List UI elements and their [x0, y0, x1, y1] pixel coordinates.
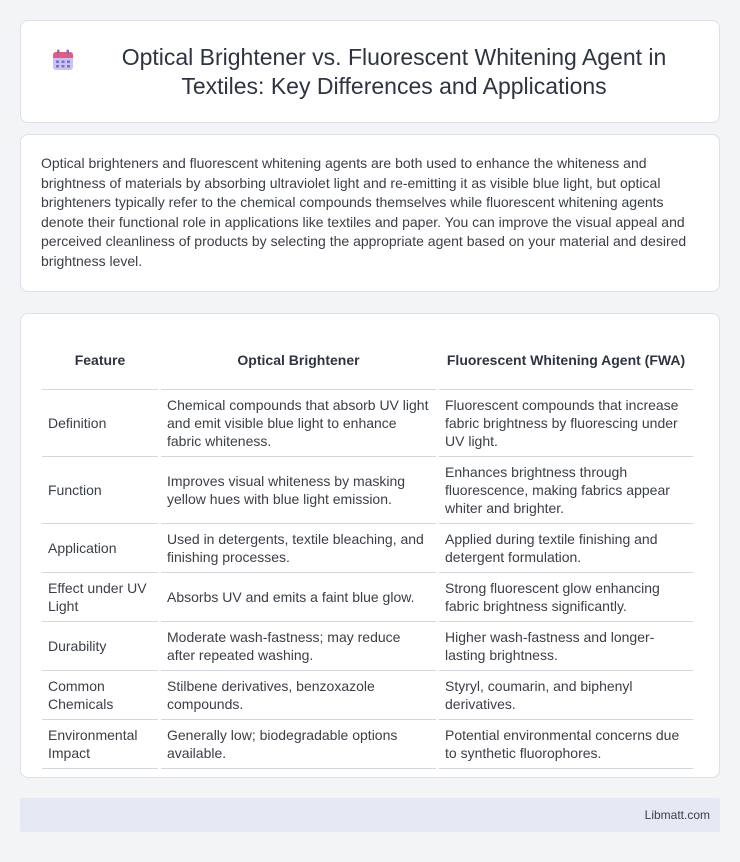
optical-brightener-cell: Chemical compounds that absorb UV light and emit visible blue light to enhance fabric whiteness.	[161, 390, 436, 457]
optical-brightener-cell: Improves visual whiteness by masking yellow hues with blue light emission.	[161, 457, 436, 524]
optical-brightener-cell: Stilbene derivatives, benzoxazole compounds.	[161, 671, 436, 720]
table-row	[42, 671, 693, 720]
table-row	[42, 622, 693, 671]
fwa-cell: Higher wash-fastness and longer-lasting brightness.	[439, 622, 693, 671]
optical-brightener-cell: Generally low; biodegradable options available.	[161, 720, 436, 769]
calendar-icon	[51, 48, 75, 72]
fwa-cell: Fluorescent compounds that increase fabric brightness by fluorescing under UV light.	[439, 390, 693, 457]
feature-cell: Function	[42, 457, 158, 524]
header-optical-brightener: Optical Brightener	[161, 330, 436, 390]
feature-cell: Definition	[42, 390, 158, 457]
fwa-cell: Enhances brightness through fluorescence, making fabrics appear whiter and brighter.	[439, 457, 693, 524]
feature-cell: Environmental Impact	[42, 720, 158, 769]
footer	[20, 798, 720, 832]
optical-brightener-cell: Absorbs UV and emits a faint blue glow.	[161, 573, 436, 622]
page-title: Optical Brightener vs. Fluorescent Whitening Agent in Textiles: Key Differences and Applications	[121, 43, 667, 99]
table-row	[42, 390, 693, 457]
title-card	[20, 20, 720, 123]
intro-paragraph: Optical brighteners and fluorescent whitening agents are both used to enhance the whiteness and brightness of materials by absorbing ultraviolet light and re-emitting it as visible blue light, but optical brighteners typically refer to the chemical compounds themselves while fluorescent whitening agents denote their functional role in applications like textiles and paper. You can improve the visual appeal and perceived cleanliness of products by selecting the appropriate agent based on your material and desired brightness level.	[41, 155, 687, 269]
table-row	[42, 573, 693, 622]
fwa-cell: Styryl, coumarin, and biphenyl derivatives.	[439, 671, 693, 720]
feature-cell: Application	[42, 524, 158, 573]
table-row	[42, 720, 693, 769]
feature-cell: Effect under UV Light	[42, 573, 158, 622]
feature-cell: Durability	[42, 622, 158, 671]
optical-brightener-cell: Moderate wash-fastness; may reduce after repeated washing.	[161, 622, 436, 671]
fwa-cell: Strong fluorescent glow enhancing fabric brightness significantly.	[439, 573, 693, 622]
fwa-cell: Potential environmental concerns due to synthetic fluorophores.	[439, 720, 693, 769]
table-row	[42, 457, 693, 524]
optical-brightener-cell: Used in detergents, textile bleaching, and finishing processes.	[161, 524, 436, 573]
table-header-row	[42, 330, 693, 390]
header-fwa: Fluorescent Whitening Agent (FWA)	[439, 330, 693, 390]
comparison-table	[39, 330, 696, 769]
footer-site-link[interactable]: Libmatt.com	[644, 808, 710, 822]
header-feature: Feature	[42, 330, 158, 390]
intro-card	[20, 134, 720, 292]
title-wrap	[51, 43, 689, 101]
fwa-cell: Applied during textile finishing and detergent formulation.	[439, 524, 693, 573]
feature-cell: Common Chemicals	[42, 671, 158, 720]
comparison-card	[20, 313, 720, 778]
table-row	[42, 524, 693, 573]
